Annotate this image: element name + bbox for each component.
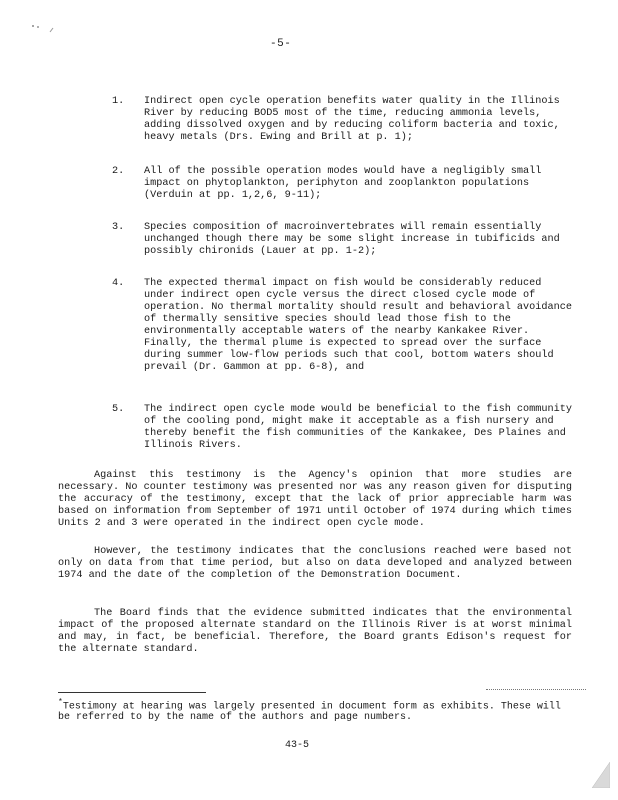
footnote (58, 697, 578, 723)
page-corner-fold-icon (592, 762, 610, 788)
list-item (112, 96, 572, 144)
list-item-text: The expected thermal impact on fish would be considerably reduced under indirect open cycle versus the direct closed cycle mode of operation. No thermal mortality should result and behavioral avoidance of thermally sensitive species should lead those fish to the environmentally acceptable waters of the nearby Kankakee River. Finally, the thermal plume is expected to spread over the surface during summer low-flow periods such that cool, bottom waters should prevail (Dr. Gammon at pp. 6-8), and (144, 278, 572, 373)
footnote-divider (58, 692, 206, 693)
paragraph-text: However, the testimony indicates that the conclusions reached were based not only on data from that time period, but also on data developed and analyzed between 1974 and the date of the completion of the Demonstration Document. (58, 546, 572, 581)
list-item-text: Indirect open cycle operation benefits water quality in the Illinois River by reducing BOD5 most of the time, reducing ammonia levels, adding dissolved oxygen and by reducing coliform bacteria and toxic, heavy metals (Drs. Ewing and Brill at p. 1); (144, 96, 560, 143)
list-item-number: 2. (112, 166, 125, 177)
paragraph-text: Against this testimony is the Agency's opinion that more studies are necessary. No counter testimony was presented nor was any reason given for disputing the accuracy of the testimony, except that the lack of prior appreciable harm was based on information from September of 1971 until October of 1974 during which times Units 2 and 3 were operated in the indirect open cycle mode. (58, 470, 572, 529)
body-paragraph (58, 470, 572, 530)
footnote-text: Testimony at hearing was largely presented in document form as exhibits. These will be referred to by the name of the authors and page numbers. (58, 701, 561, 724)
footnote-marker: * (58, 698, 63, 707)
body-paragraph (58, 608, 572, 656)
paragraph-text: The Board finds that the evidence submitted indicates that the environmental impact of the proposed alternate standard on the Illinois River is at worst minimal and may, in fact, be beneficial. Therefore, the Board grants Edison's request for the alternate standard. (58, 608, 572, 655)
scan-line-artifact (486, 689, 586, 690)
list-item-number: 5. (112, 404, 125, 415)
list-item-text: Species composition of macroinvertebrates will remain essentially unchanged though there may be some slight increase in tubificids and possibly chironids (Lauer at pp. 1-2); (144, 222, 560, 257)
body-paragraph (58, 546, 572, 582)
list-item-number: 4. (112, 278, 125, 289)
list-item-number: 1. (112, 96, 125, 107)
list-item (112, 166, 572, 202)
list-item (112, 404, 572, 452)
footer-page-id: 43-5 (285, 740, 310, 751)
list-item (112, 278, 572, 374)
list-item-number: 3. (112, 222, 125, 233)
scan-artifact-icon (30, 22, 56, 36)
page-number: -5- (270, 38, 292, 50)
list-item-text: All of the possible operation modes would have a negligibly small impact on phytoplankton, periphyton and zooplankton populations (Verduin at pp. 1,2,6, 9-11); (144, 166, 542, 201)
list-item (112, 222, 572, 258)
list-item-text: The indirect open cycle mode would be beneficial to the fish community of the cooling pond, might make it acceptable as a fish nursery and thereby benefit the fish communities of the Kankakee, Des Plaines and Illinois Rivers. (144, 404, 572, 451)
